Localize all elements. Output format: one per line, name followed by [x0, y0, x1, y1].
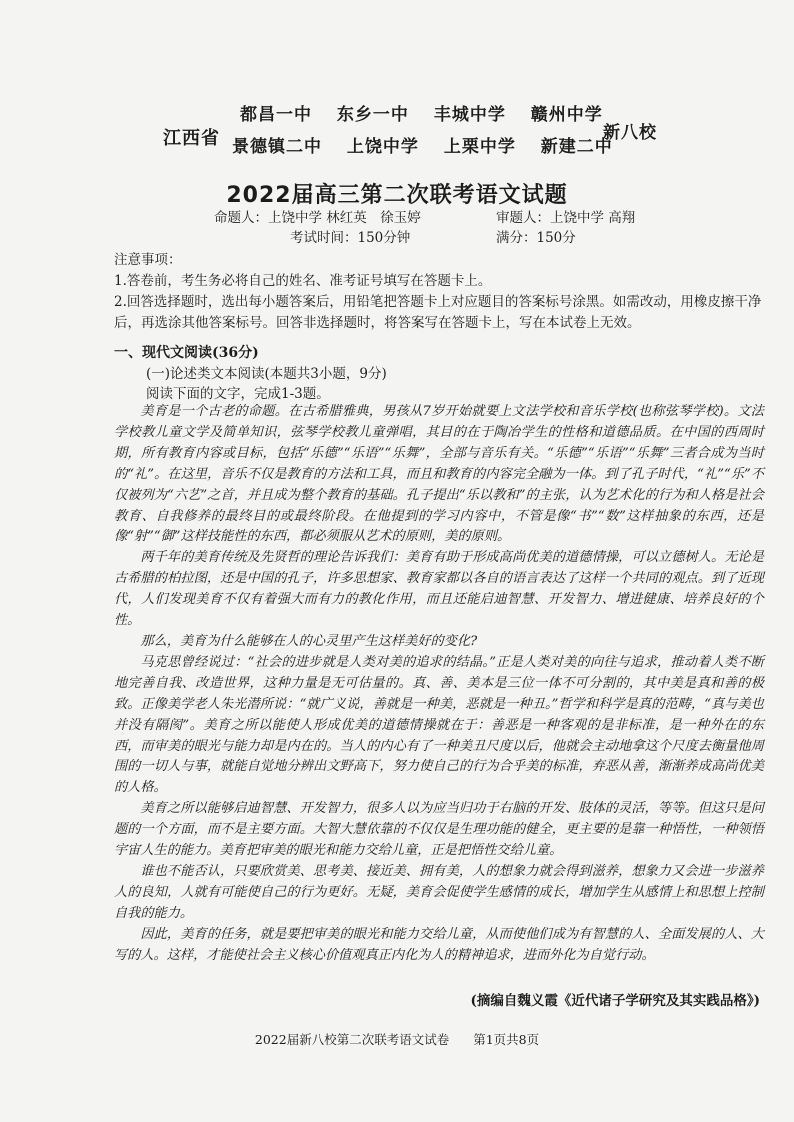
reviewer: 审题人：上饶中学 高翔 [496, 210, 636, 226]
page-footer [0, 1030, 794, 1048]
school-header [0, 96, 794, 164]
page-title: 2022届高三第二次联考语文试题 [226, 183, 568, 208]
instruction-item: 1.答卷前，考生务必将自己的姓名、准考证号填写在答题卡上。 [114, 273, 492, 289]
passage-paragraph: 马克思曾经说过：“社会的进步就是人类对美的追求的结晶。”正是人类对美的向往与追求，推动着人类不断地完善自我、改造世界，这种力量是无可估量的。真、善、美本是三位一体不可分割的，其中美是真和善的极致。正像美学老人朱光潜所说：“就广义说，善就是一种美，恶就是一种丑。”哲学和科学是真的范畴，“真与美也并没有隔阂”。美育之所以能使人形成优美的道德情操就在于：善恶是一种客观的是非标准，是一种外在的东西，而审美的眼光与能力却是内在的。当人的内心有了一种美丑尺度以后，他就会主动地拿这个尺度去衡量他周围的一切人与事，就能自觉地分辨出文野高下，努力使自己的行为合乎美的标准，弃恶从善，渐渐养成高尚优美的人格。 [114, 654, 764, 796]
section-heading: 一、现代文阅读(36分) [114, 345, 259, 361]
instructions [114, 250, 762, 334]
full-score: 满分：150分 [496, 230, 576, 246]
passage-paragraph: 两千年的美育传统及先贤哲的理论告诉我们：美育有助于形成高尚优美的道德情操，可以立德树人。无论是古希腊的柏拉图，还是中国的孔子，许多思想家、教育家都以各自的语言表达了这样一个共同的观点。到了近现代，人们发现美育不仅有着强大而有力的教化作用，而且还能启迪智慧、开发智力、增进健康、培养良好的个性。 [114, 550, 764, 629]
province: 江西省 [163, 128, 220, 149]
schools-row-2 [232, 132, 631, 157]
school-group: 新八校 [603, 123, 657, 143]
school-name: 景德镇二中 [232, 137, 322, 157]
meta-line-1 [214, 206, 636, 226]
passage-paragraph: 那么，美育为什么能够在人的心灵里产生这样美好的变化? [140, 633, 478, 649]
footer-exam-name: 2022届新八校第二次联考语文试卷 [254, 1032, 450, 1047]
school-name: 赣州中学 [530, 105, 603, 125]
passage-paragraph: 美育是一个古老的命题。在古希腊雅典，男孩从7岁开始就要上文法学校和音乐学校(也称弦琴学校)。文法学校教儿童文学及简单知识，弦琴学校教儿童弹唱，其目的在于陶冶学生的性格和道德品质。在中国的西周时期，所有教育内容或目标，包括“乐德”“乐语”“乐舞”，全部与音乐有关。“乐德”“乐语”“乐舞”三者合成为当时的“礼”。在这里，音乐不仅是教育的方法和工具，而且和教育的内容完全融为一体。到了孔子时代，“礼”“乐”不仅被列为“六艺”之首，并且成为整个教育的基础。孔子提出“乐以教和”的主张，认为艺术化的行为和人格是社会教育、自我修养的最终目的或最终阶段。在他提到的学习内容中，不管是像“书”“数”这样抽象的东西，还是像“射”“御”这样技能性的东西，都必须服从艺术的原则，美的原则。 [114, 404, 764, 545]
instruction-item: 2.回答选择题时，选出每小题答案后，用铅笔把答题卡上对应题目的答案标号涂黑。如需改动，用橡皮擦干净后，再选涂其他答案标号。回答非选择题时，将答案写在答题卡上，写在本试卷上无效。 [114, 294, 762, 331]
school-name: 东乡一中 [336, 105, 409, 125]
reading-passage [114, 402, 764, 966]
school-name: 丰城中学 [433, 105, 506, 125]
exam-time: 考试时间：150分钟 [290, 230, 411, 246]
school-name: 都昌一中 [240, 105, 312, 125]
author: 命题人：上饶中学 林红英 徐玉婷 [214, 210, 421, 226]
passage-paragraph: 美育之所以能够启迪智慧、开发智力，很多人以为应当归功于右脑的开发、肢体的灵活，等等。但这只是问题的一个方面，而不是主要方面。大智大慧依靠的不仅仅是生理功能的健全，更主要的是靠一种悟性，一种领悟宇宙人生的能力。美育把审美的眼光和能力交给儿童，正是把悟性交给儿童。 [114, 801, 764, 859]
passage-paragraph: 因此，美育的任务，就是要把审美的眼光和能力交给儿童，从而使他们成为有智慧的人、全面发展的人、大写的人。这样，才能使社会主义核心价值观真正内化为人的精神追求，进而外化为自觉行动。 [114, 926, 764, 963]
page-number: 第1页共8页 [473, 1032, 540, 1047]
school-name: 新建二中 [540, 137, 613, 157]
passage-paragraph: 谁也不能否认，只要欣赏美、思考美、接近美、拥有美，人的想象力就会得到滋养，想象力又会进一步滋养人的良知，人就有可能使自己的行为更好。无疑，美育会促使学生感情的成长，增加学生从感情上和思想上控制自我的能力。 [114, 863, 764, 921]
instructions-heading: 注意事项： [114, 252, 182, 268]
subsection-heading: (一)论述类文本阅读(本题共3小题，9分) [146, 366, 387, 382]
school-name: 上栗中学 [443, 137, 516, 157]
reading-instruction: 阅读下面的文字，完成1-3题。 [146, 386, 330, 402]
meta-line-2 [290, 226, 576, 246]
school-name: 上饶中学 [346, 137, 419, 157]
schools-row-1 [240, 100, 621, 125]
passage-source: (摘编自魏义霞《近代诸子学研究及其实践品格》) [470, 993, 760, 1009]
